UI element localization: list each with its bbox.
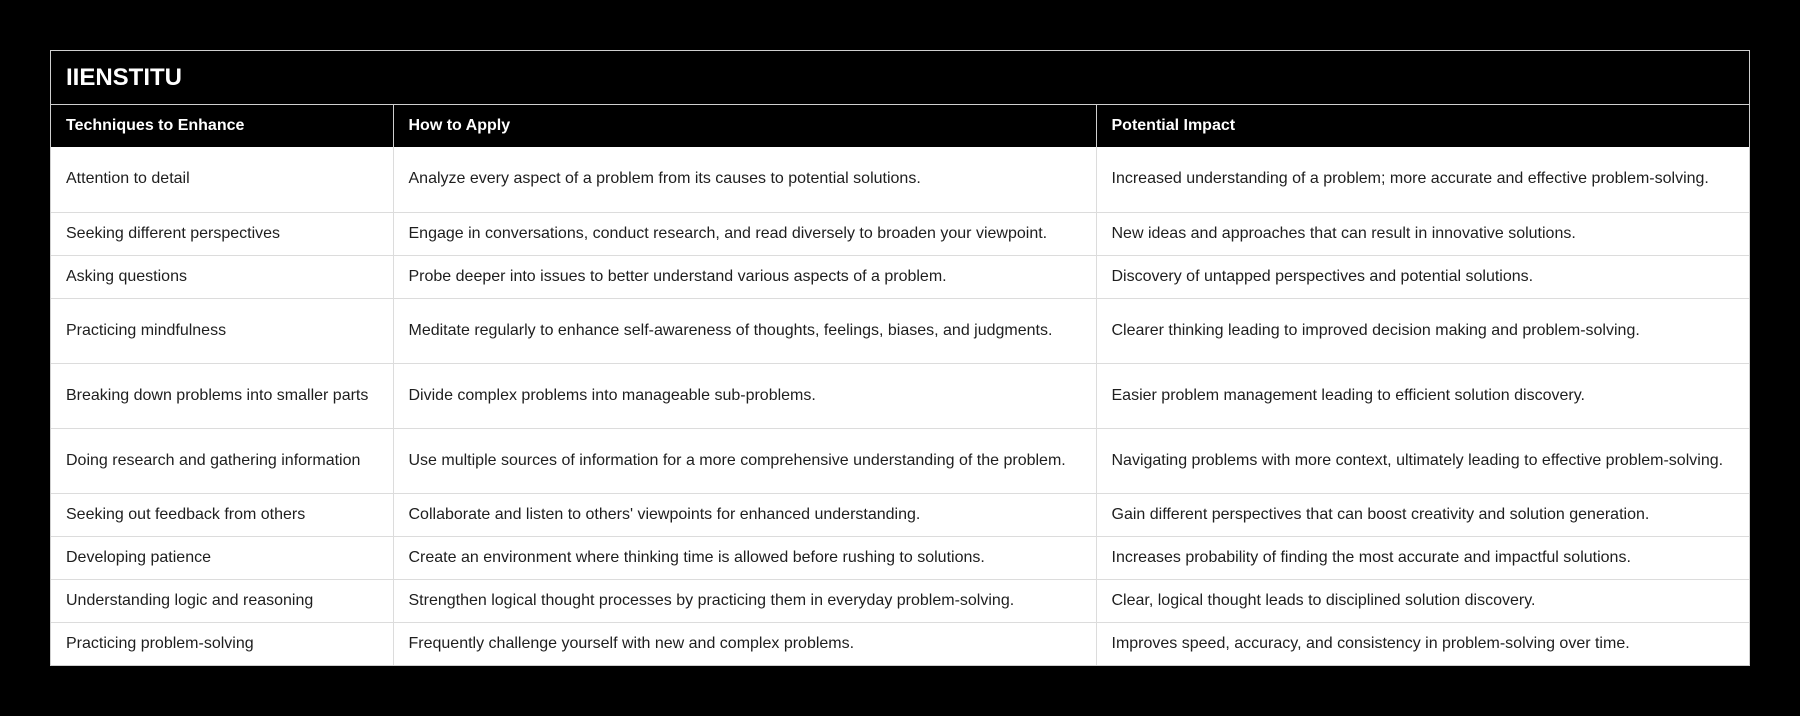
cell-how-to-apply: Engage in conversations, conduct research, and read diversely to broaden your viewpoint.: [393, 212, 1096, 255]
cell-potential-impact: Discovery of untapped perspectives and potential solutions.: [1096, 255, 1749, 298]
cell-how-to-apply: Frequently challenge yourself with new and complex problems.: [393, 622, 1096, 665]
cell-potential-impact: Increases probability of finding the most accurate and impactful solutions.: [1096, 536, 1749, 579]
cell-potential-impact: Improves speed, accuracy, and consistency in problem-solving over time.: [1096, 622, 1749, 665]
cell-how-to-apply: Use multiple sources of information for a more comprehensive understanding of the problem.: [393, 428, 1096, 493]
table-row: [51, 536, 1749, 579]
table-row: [51, 147, 1749, 212]
cell-potential-impact: Clear, logical thought leads to disciplined solution discovery.: [1096, 579, 1749, 622]
cell-how-to-apply: Strengthen logical thought processes by practicing them in everyday problem-solving.: [393, 579, 1096, 622]
cell-potential-impact: Easier problem management leading to efficient solution discovery.: [1096, 363, 1749, 428]
cell-technique: Practicing mindfulness: [51, 298, 393, 363]
techniques-table: [51, 105, 1749, 665]
table-row: [51, 298, 1749, 363]
cell-technique: Attention to detail: [51, 147, 393, 212]
table-row: [51, 212, 1749, 255]
cell-potential-impact: Navigating problems with more context, ultimately leading to effective problem-solving.: [1096, 428, 1749, 493]
column-header-technique: Techniques to Enhance: [51, 105, 393, 147]
cell-potential-impact: New ideas and approaches that can result in innovative solutions.: [1096, 212, 1749, 255]
cell-potential-impact: Clearer thinking leading to improved decision making and problem-solving.: [1096, 298, 1749, 363]
cell-technique: Developing patience: [51, 536, 393, 579]
cell-how-to-apply: Collaborate and listen to others' viewpoints for enhanced understanding.: [393, 493, 1096, 536]
column-header-potential-impact: Potential Impact: [1096, 105, 1749, 147]
table-row: [51, 428, 1749, 493]
cell-technique: Practicing problem-solving: [51, 622, 393, 665]
cell-potential-impact: Gain different perspectives that can boost creativity and solution generation.: [1096, 493, 1749, 536]
cell-technique: Doing research and gathering information: [51, 428, 393, 493]
cell-how-to-apply: Meditate regularly to enhance self-awareness of thoughts, feelings, biases, and judgments.: [393, 298, 1096, 363]
cell-how-to-apply: Create an environment where thinking time is allowed before rushing to solutions.: [393, 536, 1096, 579]
table-row: [51, 255, 1749, 298]
column-header-how-to-apply: How to Apply: [393, 105, 1096, 147]
cell-technique: Seeking out feedback from others: [51, 493, 393, 536]
table-header-row: [51, 105, 1749, 147]
table-row: [51, 363, 1749, 428]
cell-how-to-apply: Analyze every aspect of a problem from its causes to potential solutions.: [393, 147, 1096, 212]
cell-potential-impact: Increased understanding of a problem; more accurate and effective problem-solving.: [1096, 147, 1749, 212]
cell-technique: Asking questions: [51, 255, 393, 298]
cell-how-to-apply: Divide complex problems into manageable sub-problems.: [393, 363, 1096, 428]
cell-technique: Understanding logic and reasoning: [51, 579, 393, 622]
table-row: [51, 622, 1749, 665]
cell-technique: Seeking different perspectives: [51, 212, 393, 255]
cell-how-to-apply: Probe deeper into issues to better understand various aspects of a problem.: [393, 255, 1096, 298]
table-row: [51, 493, 1749, 536]
table-title: IIENSTITU: [51, 51, 1749, 105]
cell-technique: Breaking down problems into smaller parts: [51, 363, 393, 428]
techniques-table-container: [50, 50, 1750, 666]
table-row: [51, 579, 1749, 622]
